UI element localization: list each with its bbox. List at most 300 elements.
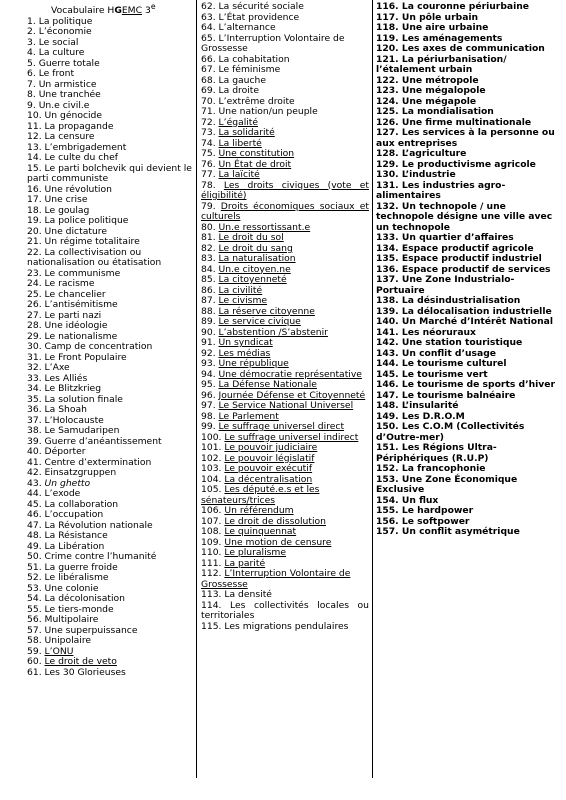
vocabulary-term: Guerre d’anéantissement (44, 435, 162, 447)
item-number: 24. (27, 278, 42, 290)
vocabulary-term: Le suffrage universel indirect (224, 431, 359, 443)
item-number: 32. (27, 362, 42, 374)
item-number: 57. (27, 624, 42, 636)
vocabulary-term: L’abstention /S’abstenir (218, 326, 328, 338)
vocabulary-term: Le parti bolchevik qui devient le parti communiste (27, 162, 192, 185)
vocabulary-term: La francophonie (401, 463, 486, 474)
item-number: 141. (376, 326, 399, 338)
vocabulary-term: L’antisémitisme (44, 299, 118, 311)
item-number: 150. (376, 421, 399, 432)
item-number: 3. (27, 36, 36, 48)
vocabulary-term: Un technopole / une technopole désigne une ville avec un technopole (376, 200, 553, 233)
item-number: 134. (376, 242, 399, 254)
vocabulary-term: L’insularité (401, 400, 459, 411)
vocabulary-term: Un flux (401, 494, 439, 506)
vocabulary-item (376, 443, 561, 464)
item-number: 49. (27, 540, 42, 552)
item-number: 41. (27, 456, 42, 468)
item-number: 45. (27, 498, 42, 510)
vocabulary-term: Un syndicat (218, 337, 273, 348)
vocabulary-item (376, 527, 561, 538)
item-number: 85. (201, 274, 216, 285)
vocabulary-term: Une dictature (44, 225, 107, 237)
item-number: 89. (201, 316, 216, 327)
vocabulary-term: Une constitution (218, 148, 295, 159)
item-number: 96. (201, 389, 216, 401)
vocabulary-term: La périurbanisation/ l’étalement urbain (376, 53, 507, 75)
vocabulary-term: Un génocide (44, 110, 103, 122)
item-number: 9. (27, 99, 36, 111)
vocabulary-term: Le racisme (44, 278, 95, 290)
item-number: 154. (376, 494, 399, 506)
item-number: 79. (201, 200, 216, 212)
item-number: 39. (27, 435, 42, 447)
item-number: 94. (201, 368, 216, 380)
item-number: 43. (27, 477, 42, 489)
item-number: 136. (376, 263, 399, 275)
vocabulary-item (201, 622, 369, 633)
item-number: 7. (27, 78, 36, 90)
vocabulary-term: La réserve citoyenne (218, 305, 315, 317)
vocabulary-term: Le droit du sol (218, 232, 284, 243)
vocabulary-term: La laïcité (218, 169, 260, 180)
vocabulary-term: La Résistance (44, 530, 108, 542)
item-number: 100. (201, 431, 222, 443)
item-number: 139. (376, 305, 399, 317)
vocabulary-term: Le communisme (44, 267, 121, 279)
item-number: 11. (27, 120, 42, 132)
item-number: 30. (27, 341, 42, 353)
item-number: 70. (201, 95, 216, 107)
vocabulary-term: Le hardpower (401, 505, 474, 516)
item-number: 110. (201, 547, 222, 558)
item-number: 47. (27, 519, 42, 531)
vocabulary-term: Centre d’extermination (44, 456, 152, 468)
vocabulary-term: Les C.O.M (Collectivités d’Outre-mer) (376, 421, 525, 443)
item-number: 21. (27, 236, 42, 248)
vocabulary-term: Le tourisme culturel (401, 358, 507, 369)
item-number: 104. (201, 473, 222, 485)
item-number: 55. (27, 603, 42, 615)
item-number: 4. (27, 47, 36, 59)
item-number: 42. (27, 467, 42, 479)
item-number: 97. (201, 400, 216, 411)
item-number: 65. (201, 32, 216, 44)
vocabulary-term: L’Interruption Volontaire de Grossesse (201, 32, 345, 54)
item-number: 88. (201, 305, 216, 317)
vocabulary-term: La densité (224, 589, 272, 600)
vocabulary-term: La collectivisation ou nationalisation ou étatisation (27, 246, 162, 269)
vocabulary-term: L’ONU (44, 645, 74, 657)
vocabulary-term: La Révolution nationale (44, 519, 153, 531)
vocabulary-term: Déporter (44, 446, 86, 458)
vocabulary-term: Le droit du sang (218, 242, 293, 254)
item-number: 101. (201, 442, 222, 453)
vocabulary-term: Le Blitzkrieg (44, 383, 102, 395)
vocabulary-term: La sécurité sociale (218, 1, 304, 12)
item-number: 74. (201, 137, 216, 149)
vocabulary-term: Les collectivités locales ou territoriales (201, 599, 369, 621)
item-number: 129. (376, 158, 399, 170)
vocabulary-term: Une démocratie représentative (218, 368, 362, 380)
vocabulary-item (376, 275, 561, 296)
vocabulary-column-2 (201, 2, 369, 632)
vocabulary-term: Le féminisme (218, 64, 281, 75)
vocabulary-term: L’alternance (218, 22, 276, 33)
item-number: 76. (201, 158, 216, 170)
item-number: 135. (376, 253, 399, 264)
item-number: 5. (27, 57, 36, 69)
vocabulary-term: Les migrations pendulaires (224, 620, 349, 632)
item-number: 103. (201, 463, 222, 474)
vocabulary-term: Une aire urbaine (401, 22, 489, 33)
vocabulary-term: La collaboration (44, 498, 119, 510)
item-number: 54. (27, 593, 42, 605)
item-number: 124. (376, 95, 399, 107)
vocabulary-item (376, 475, 561, 496)
vocabulary-term: Le tourisme vert (401, 368, 488, 380)
vocabulary-term: L’égalité (218, 116, 259, 128)
item-number: 113. (201, 589, 222, 600)
item-number: 152. (376, 463, 399, 474)
item-number: 80. (201, 221, 216, 233)
item-number: 144. (376, 358, 399, 369)
vocabulary-term: Le service civique (218, 316, 301, 327)
item-number: 119. (376, 32, 399, 44)
vocabulary-term: Le Front Populaire (44, 351, 127, 363)
vocabulary-item (27, 248, 195, 269)
vocabulary-term: Les médias (218, 347, 271, 359)
vocabulary-term: Les Régions Ultra-Périphériques (R.U.P) (376, 442, 497, 464)
item-number: 140. (376, 316, 399, 327)
item-number: 99. (201, 421, 216, 432)
item-number: 102. (201, 452, 222, 464)
vocabulary-term: La politique (38, 15, 93, 27)
item-number: 31. (27, 351, 42, 363)
vocabulary-term: Multipolaire (44, 614, 99, 626)
item-number: 18. (27, 204, 42, 216)
vocabulary-term: Les 30 Glorieuses (44, 666, 126, 678)
vocabulary-term: La solution finale (44, 393, 123, 405)
vocabulary-item (376, 128, 561, 149)
vocabulary-term: Les aménagements (401, 32, 503, 44)
item-number: 148. (376, 400, 399, 411)
item-number: 111. (201, 557, 222, 569)
vocabulary-term: Un pôle urbain (401, 11, 479, 23)
item-number: 56. (27, 614, 42, 626)
vocabulary-term: Un.e civil.e (38, 99, 90, 111)
item-number: 37. (27, 414, 42, 426)
item-number: 12. (27, 131, 42, 143)
vocabulary-item (376, 202, 561, 234)
vocabulary-term: Le quinquennat (224, 526, 297, 537)
vocabulary-term: Le Service National Universel (218, 400, 354, 411)
item-number: 115. (201, 620, 222, 632)
vocabulary-term: La parité (224, 557, 266, 569)
vocabulary-term: Une idéologie (44, 320, 108, 332)
vocabulary-term: L’industrie (401, 169, 456, 180)
item-number: 53. (27, 582, 42, 594)
vocabulary-term: L’Axe (44, 362, 70, 374)
item-number: 157. (376, 526, 399, 537)
item-number: 50. (27, 551, 42, 563)
vocabulary-term: Une république (218, 358, 289, 369)
item-number: 13. (27, 141, 42, 153)
item-number: 109. (201, 536, 222, 548)
vocabulary-term: Un référendum (224, 505, 294, 516)
vocabulary-term: Le social (38, 36, 79, 48)
item-number: 123. (376, 85, 399, 96)
item-number: 117. (376, 11, 399, 23)
item-number: 27. (27, 309, 42, 321)
item-number: 2. (27, 26, 36, 38)
item-number: 138. (376, 295, 399, 306)
item-number: 14. (27, 152, 42, 164)
vocabulary-term: L’agriculture (401, 148, 467, 159)
vocabulary-term: Les droits civiques (vote et éligibilité) (201, 179, 369, 201)
vocabulary-term: Une firme multinationale (401, 116, 532, 128)
vocabulary-term: Un État de droit (218, 158, 292, 170)
vocabulary-term: L’embrigadement (44, 141, 127, 153)
column-divider (196, 0, 197, 778)
vocabulary-term: Le droit de veto (44, 656, 117, 668)
vocabulary-term: Un armistice (38, 78, 97, 90)
vocabulary-term: L’Holocauste (44, 414, 104, 426)
item-number: 143. (376, 347, 399, 359)
item-number: 62. (201, 1, 216, 12)
item-number: 132. (376, 200, 399, 212)
vocabulary-term: La censure (44, 131, 95, 143)
vocabulary-term: Un régime totalitaire (44, 236, 140, 248)
item-number: 71. (201, 106, 216, 117)
vocabulary-term: Une mégalopole (401, 85, 486, 96)
vocabulary-item (201, 34, 369, 55)
vocabulary-item (201, 601, 369, 622)
vocabulary-term: La couronne périurbaine (401, 1, 530, 12)
vocabulary-term: Le tourisme de sports d’hiver (401, 379, 556, 390)
vocabulary-term: Le tiers-monde (44, 603, 114, 615)
vocabulary-term: Espace productif industriel (401, 253, 542, 264)
item-number: 77. (201, 169, 216, 180)
item-number: 130. (376, 169, 399, 180)
item-number: 40. (27, 446, 42, 458)
item-number: 133. (376, 232, 399, 243)
vocabulary-term: Le pluralisme (224, 547, 287, 558)
vocabulary-term: Le front (38, 68, 75, 80)
vocabulary-term: L’occupation (44, 509, 104, 521)
item-number: 137. (376, 274, 399, 285)
vocabulary-term: Un quartier d’affaires (401, 232, 514, 243)
vocabulary-column-3 (376, 2, 561, 538)
vocabulary-term: Une crise (44, 194, 88, 206)
vocabulary-term: Le civisme (218, 295, 268, 306)
vocabulary-term: Droits économiques sociaux et culturels (201, 200, 370, 222)
vocabulary-term: Le libéralisme (44, 572, 109, 584)
item-number: 83. (201, 253, 216, 264)
item-number: 93. (201, 358, 216, 369)
item-number: 33. (27, 372, 42, 384)
item-number: 151. (376, 442, 399, 453)
vocabulary-item (376, 55, 561, 76)
vocabulary-term: Un ghetto (44, 477, 91, 489)
vocabulary-term: La solidarité (218, 127, 275, 138)
item-number: 155. (376, 505, 399, 516)
vocabulary-term: Une Zone Économique Exclusive (376, 473, 518, 495)
item-number: 15. (27, 162, 42, 174)
item-number: 95. (201, 379, 216, 390)
vocabulary-term: Une nation/un peuple (218, 106, 318, 117)
item-number: 35. (27, 393, 42, 405)
vocabulary-term: La droite (218, 85, 260, 96)
item-number: 87. (201, 295, 216, 306)
item-number: 16. (27, 183, 42, 195)
vocabulary-term: Espace productif de services (401, 263, 551, 275)
item-number: 23. (27, 267, 42, 279)
vocabulary-term: Le chancelier (44, 288, 106, 300)
vocabulary-term: Une superpuissance (44, 624, 138, 636)
vocabulary-term: Le Samudaripen (44, 425, 120, 437)
vocabulary-term: L’exode (44, 488, 81, 500)
item-number: 153. (376, 473, 399, 485)
vocabulary-term: Journée Défense et Citoyenneté (218, 389, 366, 401)
item-number: 66. (201, 53, 216, 65)
item-number: 46. (27, 509, 42, 521)
vocabulary-term: La mondialisation (401, 106, 494, 117)
vocabulary-term: Le parti nazi (44, 309, 102, 321)
item-number: 73. (201, 127, 216, 138)
vocabulary-term: Une révolution (44, 183, 112, 195)
item-number: 59. (27, 645, 42, 657)
item-number: 26. (27, 299, 42, 311)
vocabulary-term: L’extrême droite (218, 95, 295, 107)
vocabulary-item (201, 569, 369, 590)
vocabulary-term: La culture (38, 47, 85, 59)
item-number: 108. (201, 526, 222, 537)
vocabulary-term: Une Zone Industrialo-Portuaire (376, 274, 515, 296)
item-number: 58. (27, 635, 42, 647)
item-number: 90. (201, 326, 216, 338)
item-number: 36. (27, 404, 42, 416)
item-number: 114. (201, 599, 222, 611)
item-number: 63. (201, 11, 216, 23)
vocabulary-term: La propagande (44, 120, 114, 132)
item-number: 125. (376, 106, 399, 117)
vocabulary-term: L’État providence (218, 11, 300, 23)
vocabulary-item (376, 422, 561, 443)
vocabulary-term: L’économie (38, 26, 92, 38)
vocabulary-term: Un.e ressortissant.e (218, 221, 311, 233)
column-divider (372, 0, 373, 778)
vocabulary-term: Un Marché d’Intérêt National (401, 316, 553, 327)
item-number: 116. (376, 1, 399, 12)
item-number: 145. (376, 368, 399, 380)
item-number: 60. (27, 656, 42, 668)
item-number: 17. (27, 194, 42, 206)
item-number: 52. (27, 572, 42, 584)
item-number: 81. (201, 232, 216, 243)
vocabulary-item (201, 181, 369, 202)
item-number: 122. (376, 74, 399, 86)
vocabulary-term: Un.e citoyen.ne (218, 263, 291, 275)
item-number: 72. (201, 116, 216, 128)
vocabulary-term: La guerre froide (44, 561, 118, 573)
vocabulary-term: Guerre totale (38, 57, 100, 69)
item-number: 92. (201, 347, 216, 359)
item-number: 75. (201, 148, 216, 159)
item-number: 128. (376, 148, 399, 159)
vocabulary-term: Un conflit d’usage (401, 347, 497, 359)
vocabulary-term: Crime contre l’humanité (44, 551, 157, 563)
item-number: 48. (27, 530, 42, 542)
item-number: 44. (27, 488, 42, 500)
item-number: 69. (201, 85, 216, 96)
vocabulary-term: Le productivisme agricole (401, 158, 536, 170)
vocabulary-term: Espace productif agricole (401, 242, 534, 254)
vocabulary-term: Les industries agro-alimentaires (376, 179, 506, 201)
item-number: 131. (376, 179, 399, 191)
vocabulary-term: Le pouvoir judiciaire (224, 442, 318, 453)
vocabulary-item (27, 668, 195, 679)
item-number: 82. (201, 242, 216, 254)
vocabulary-term: La gauche (218, 74, 267, 86)
vocabulary-term: Le tourisme balnéaire (401, 389, 516, 401)
vocabulary-term: La citoyenneté (218, 274, 287, 285)
item-number: 64. (201, 22, 216, 33)
item-number: 107. (201, 515, 222, 527)
item-number: 38. (27, 425, 42, 437)
item-number: 98. (201, 410, 216, 422)
vocabulary-term: La police politique (44, 215, 129, 227)
item-number: 121. (376, 53, 399, 65)
vocabulary-term: Le Parlement (218, 410, 279, 422)
item-number: 29. (27, 330, 42, 342)
item-number: 91. (201, 337, 216, 348)
item-number: 156. (376, 515, 399, 527)
vocabulary-term: La cohabitation (218, 53, 290, 65)
item-number: 142. (376, 337, 399, 348)
vocabulary-term: Une motion de censure (224, 536, 332, 548)
item-number: 146. (376, 379, 399, 390)
vocabulary-term: La délocalisation industrielle (401, 305, 552, 317)
item-number: 19. (27, 215, 42, 227)
vocabulary-term: Le suffrage universel direct (218, 421, 345, 432)
item-number: 1. (27, 15, 36, 27)
vocabulary-term: Le softpower (401, 515, 470, 527)
item-number: 61. (27, 666, 42, 678)
item-number: 112. (201, 568, 222, 579)
item-number: 86. (201, 284, 216, 296)
item-number: 68. (201, 74, 216, 86)
vocabulary-term: Une tranchée (38, 89, 101, 101)
vocabulary-term: L’Interruption Volontaire de Grossesse (201, 568, 351, 590)
vocabulary-term: Le culte du chef (44, 152, 119, 164)
item-number: 25. (27, 288, 42, 300)
vocabulary-term: Les député.e.s et les sénateurs/trices (201, 484, 320, 506)
document-title: Vocabulaire HGEMC 3e (51, 2, 156, 17)
vocabulary-column-1 (27, 2, 195, 678)
vocabulary-term: Camp de concentration (44, 341, 153, 353)
vocabulary-term: Einsatzgruppen (44, 467, 117, 479)
vocabulary-item (201, 485, 369, 506)
vocabulary-term: La Libération (44, 540, 105, 552)
item-number: 126. (376, 116, 399, 128)
item-number: 28. (27, 320, 42, 332)
vocabulary-term: Les services à la personne ou aux entreprises (376, 127, 555, 149)
item-number: 118. (376, 22, 399, 33)
item-number: 149. (376, 410, 399, 422)
item-number: 127. (376, 127, 399, 138)
vocabulary-term: La désindustrialisation (401, 295, 521, 306)
